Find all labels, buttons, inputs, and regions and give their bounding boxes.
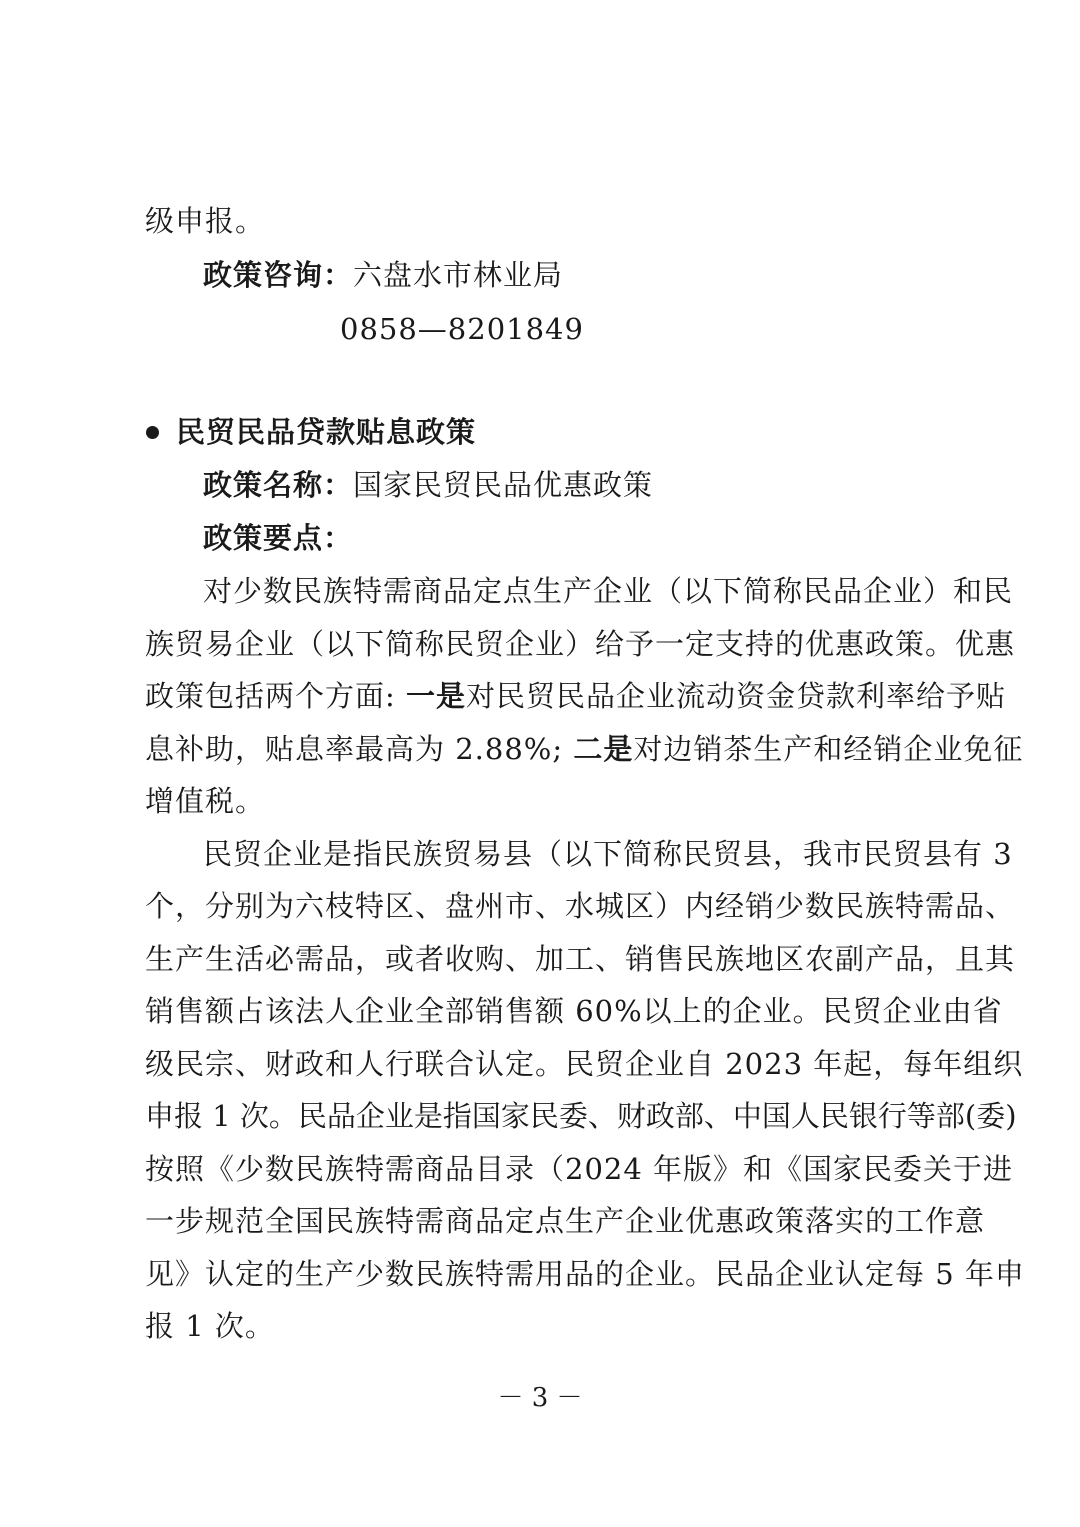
para1-line: 对少数民族特需商品定点生产企业（以下简称民品企业）和民: [203, 574, 1014, 608]
consult-label: 政策咨询：: [203, 258, 354, 292]
page-number: － 3 －: [497, 1383, 583, 1413]
emphasis-second: 二是: [573, 732, 634, 766]
para1-line: 增值税。: [145, 784, 266, 818]
para2-line: 一步规范全国民族特需商品定点生产企业优惠政策落实的工作意: [145, 1204, 986, 1238]
para2-line: 个，分别为六枝特区、盘州市、水城区）内经销少数民族特需品、: [145, 889, 1016, 923]
para2-line: 民贸企业是指民族贸易县（以下简称民贸县，我市民贸县有 3: [203, 837, 1013, 871]
para1-text: 政策包括两个方面:: [145, 679, 406, 713]
bullet-icon: [146, 426, 159, 439]
consult-org: 六盘水市林业局: [353, 258, 564, 292]
para1-text: 息补助，贴息率最高为 2.88%;: [145, 732, 574, 766]
policy-points-label: 政策要点：: [203, 521, 354, 555]
policy-name-value: 国家民贸民品优惠政策: [353, 468, 654, 502]
emphasis-first: 一是: [406, 679, 467, 713]
para1-line: [145, 729, 1023, 769]
para1-text: 对民贸民品企业流动资金贷款利率给予贴: [466, 679, 1007, 713]
consult-phone: 0858—8201849: [340, 312, 584, 346]
para2-line: 销售额占该法人企业全部销售额 60%以上的企业。民贸企业由省: [145, 994, 1003, 1028]
continuation-text: 级申报。: [145, 204, 266, 238]
para1-text: 对边销茶生产和经销企业免征: [633, 732, 1024, 766]
section-title: 民贸民品贷款贴息政策: [176, 415, 477, 449]
consult-line: [203, 255, 563, 295]
para1-line: 族贸易企业（以下简称民贸企业）给予一定支持的优惠政策。优惠: [145, 627, 1016, 661]
policy-name-line: [203, 465, 653, 505]
para2-line: 按照《少数民族特需商品目录（2024 年版》和《国家民委关于进: [145, 1152, 1014, 1186]
policy-name-label: 政策名称：: [203, 468, 354, 502]
para2-line: 报 1 次。: [145, 1309, 275, 1343]
para2-line: 生产生活必需品，或者收购、加工、销售民族地区农副产品，且其: [145, 942, 1016, 976]
para2-line: 级民宗、财政和人行联合认定。民贸企业自 2023 年起，每年组织: [145, 1047, 1024, 1081]
para1-line: [145, 676, 1006, 716]
para2-line: 见》认定的生产少数民族特需用品的企业。民品企业认定每 5 年申: [145, 1257, 1025, 1291]
para2-line: 申报 1 次。民品企业是指国家民委、财政部、中国人民银行等部(委): [145, 1099, 1017, 1133]
